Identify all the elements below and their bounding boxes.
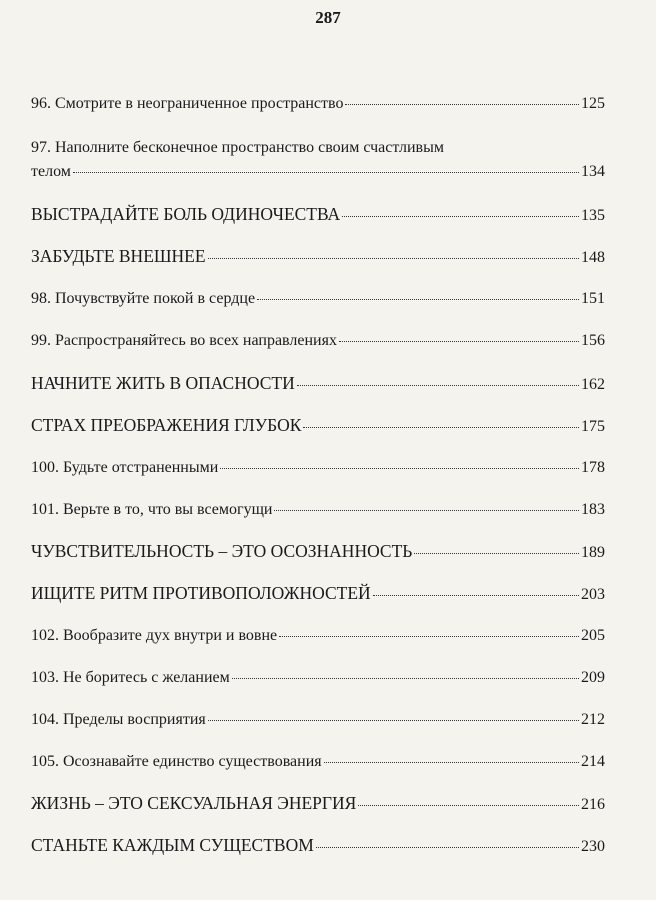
toc-entry-page: 183	[581, 501, 605, 518]
toc-entry-page: 230	[581, 838, 605, 855]
toc-entry-section	[31, 415, 605, 436]
toc-entry-title-line1: 97. Наполните бесконечное пространство своим счастливым	[31, 139, 444, 156]
dot-leader	[345, 104, 579, 105]
dot-leader	[279, 636, 579, 637]
toc-entry-title: 102. Вообразите дух внутри и вовне	[31, 627, 278, 644]
page-number: 287	[315, 8, 341, 27]
toc-entry-title: 96. Смотрите в неограниченное пространство	[31, 95, 344, 112]
toc-entry-99	[31, 332, 605, 350]
dot-leader	[342, 216, 579, 217]
toc-entry-title: ЖИЗНЬ – ЭТО СЕКСУАЛЬНАЯ ЭНЕРГИЯ	[31, 793, 357, 813]
toc-entry-title: 105. Осознавайте единство существования	[31, 753, 322, 770]
toc-entry-page: 216	[581, 796, 605, 813]
toc-entry-page: 156	[581, 332, 605, 349]
toc-entry-title: СТРАХ ПРЕОБРАЖЕНИЯ ГЛУБОК	[31, 415, 302, 435]
toc-entry-title: 99. Распространяйтесь во всех направлениях	[31, 332, 337, 349]
toc-entry-page: 135	[581, 207, 605, 224]
dot-leader	[232, 678, 579, 679]
toc-entry-section	[31, 246, 605, 267]
toc-entry-page: 214	[581, 753, 605, 770]
dot-leader	[373, 595, 579, 596]
toc-entry-page: 125	[581, 95, 605, 112]
toc-entry-page: 148	[581, 249, 605, 266]
toc-entry-101	[31, 501, 605, 519]
toc-entry-page: 162	[581, 376, 605, 393]
toc-entry-title: ЗАБУДЬТЕ ВНЕШНЕЕ	[31, 246, 206, 266]
toc-entry-102	[31, 627, 605, 645]
dot-leader	[208, 258, 579, 259]
dot-leader	[208, 720, 579, 721]
dot-leader	[73, 172, 579, 173]
dot-leader	[358, 805, 579, 806]
toc-entry-96	[31, 95, 605, 113]
toc-entry-page: 175	[581, 418, 605, 435]
dot-leader	[316, 847, 579, 848]
toc-entry-section	[31, 204, 605, 225]
toc-entry-page: 203	[581, 586, 605, 603]
toc-entry-title: 101. Верьте в то, что вы всемогущи	[31, 501, 273, 518]
toc-entry-title: 104. Пределы восприятия	[31, 711, 206, 728]
toc-entry-title: телом	[31, 163, 71, 180]
dot-leader	[303, 427, 579, 428]
toc-entry-page: 134	[581, 163, 605, 180]
dot-leader	[257, 299, 579, 300]
toc-entry-page: 212	[581, 711, 605, 728]
toc-entry-title: 100. Будьте отстраненными	[31, 459, 219, 476]
dot-leader	[339, 341, 579, 342]
toc-entry-section	[31, 541, 605, 562]
toc-entry-103	[31, 669, 605, 687]
toc-entry-title: ЧУВСТВИТЕЛЬНОСТЬ – ЭТО ОСОЗНАННОСТЬ	[31, 541, 413, 561]
toc-entry-title: СТАНЬТЕ КАЖДЫМ СУЩЕСТВОМ	[31, 835, 314, 855]
toc-entry-104	[31, 711, 605, 729]
toc-entry-98	[31, 290, 605, 308]
toc-entry-page: 189	[581, 544, 605, 561]
dot-leader	[414, 553, 579, 554]
toc-entry-97	[31, 139, 605, 181]
toc-entry-section	[31, 583, 605, 604]
toc-entry-page: 209	[581, 669, 605, 686]
toc-entry-section	[31, 793, 605, 814]
dot-leader	[324, 762, 579, 763]
toc-entry-section	[31, 373, 605, 394]
dot-leader	[220, 468, 579, 469]
toc-entry-title: ИЩИТЕ РИТМ ПРОТИВОПОЛОЖНОСТЕЙ	[31, 583, 371, 603]
toc-entry-page: 151	[581, 290, 605, 307]
toc-entry-page: 205	[581, 627, 605, 644]
toc-entry-100	[31, 459, 605, 477]
dot-leader	[297, 385, 579, 386]
toc-entry-section	[31, 835, 605, 856]
toc-entry-page: 178	[581, 459, 605, 476]
toc-entry-105	[31, 753, 605, 771]
toc-entry-title: НАЧНИТЕ ЖИТЬ В ОПАСНОСТИ	[31, 373, 295, 393]
toc-entry-title: 103. Не боритесь с желанием	[31, 669, 230, 686]
toc-entry-title: ВЫСТРАДАЙТЕ БОЛЬ ОДИНОЧЕСТВА	[31, 204, 341, 224]
dot-leader	[274, 510, 579, 511]
toc-entry-title: 98. Почувствуйте покой в сердце	[31, 290, 256, 307]
